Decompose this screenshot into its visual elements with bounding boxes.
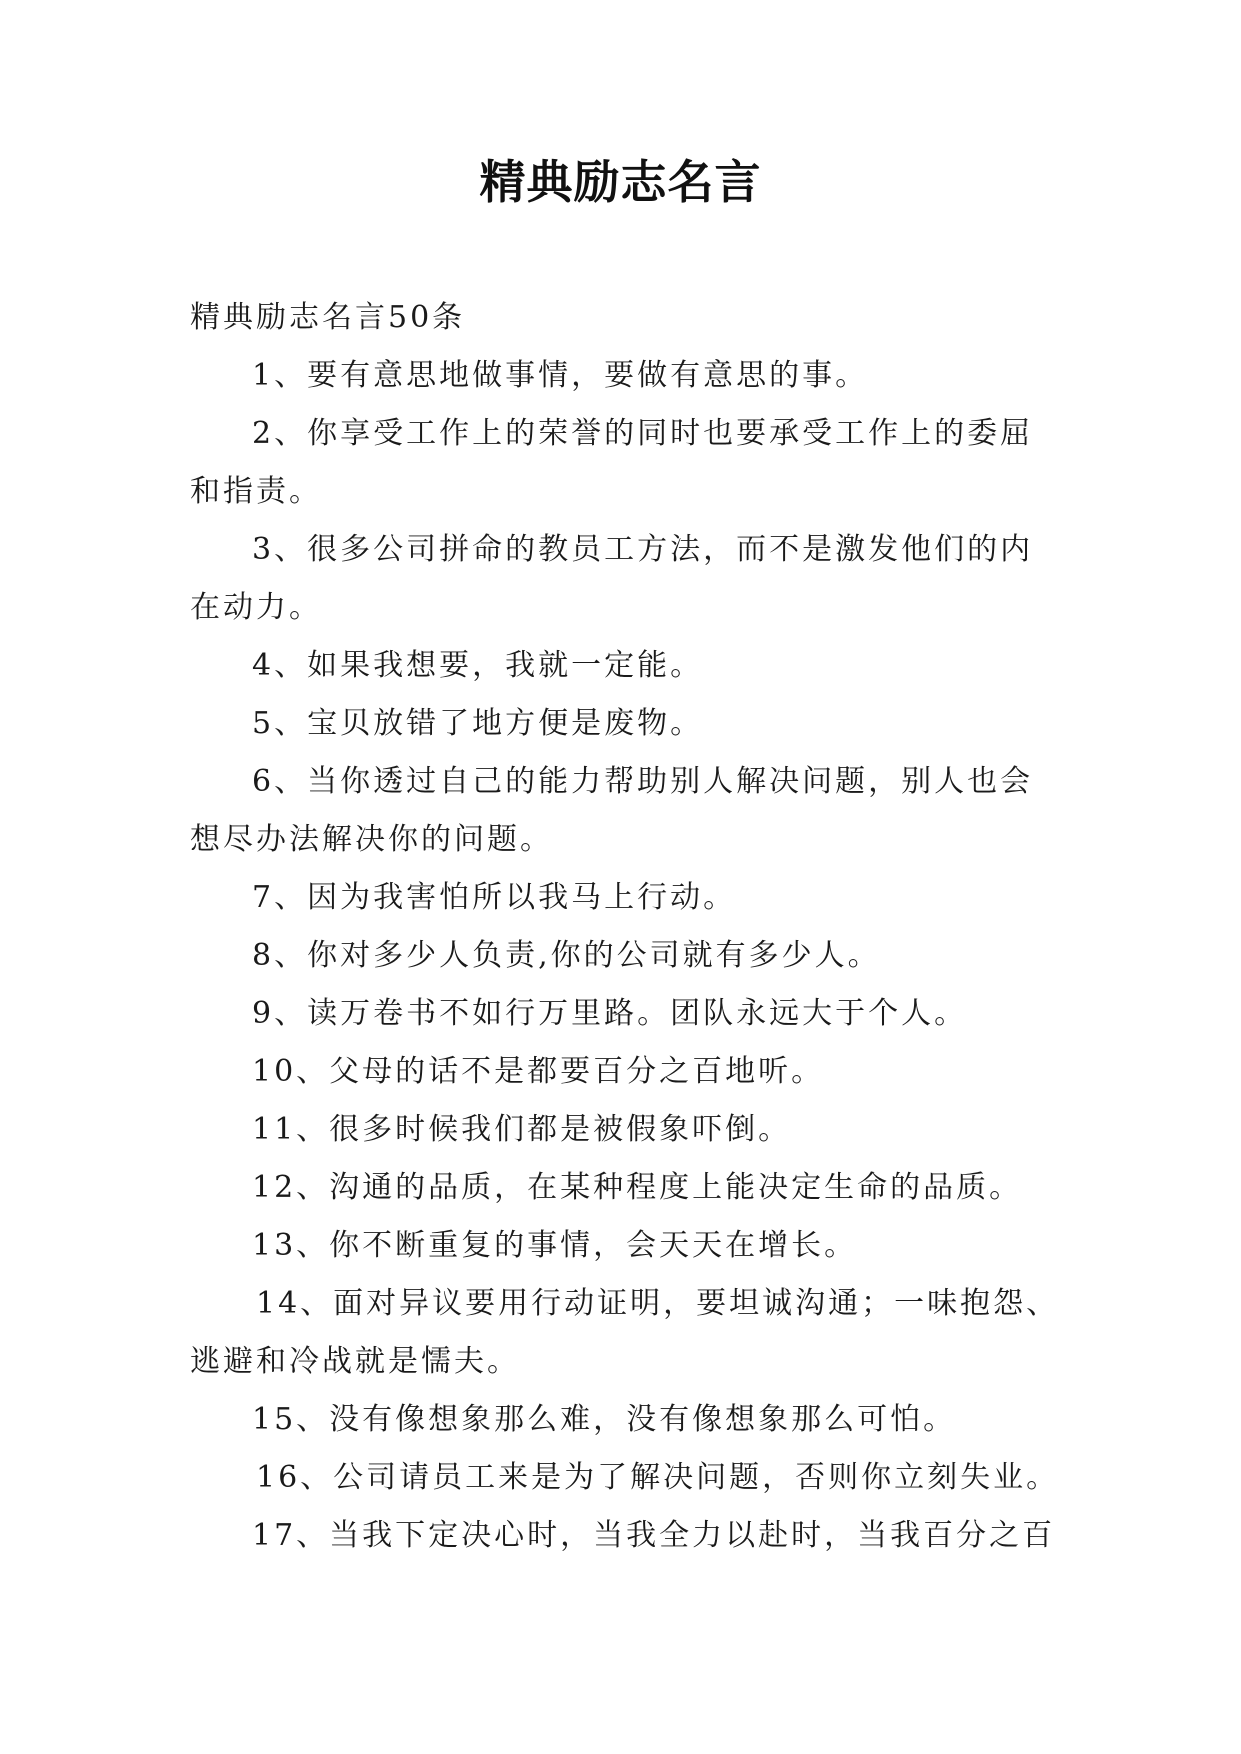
quote-line: 1、要有意思地做事情，要做有意思的事。: [252, 358, 869, 393]
quote-line: 15、没有像想象那么难，没有像想象那么可怕。: [252, 1402, 957, 1437]
quote-line: 16、公司请员工来是为了解决问题，否则你立刻失业。: [256, 1460, 1060, 1495]
quote-line: 2、你享受工作上的荣誉的同时也要承受工作上的委屈: [252, 416, 1034, 451]
quote-line-continuation: 想尽办法解决你的问题。: [190, 822, 553, 857]
quote-line: 4、如果我想要，我就一定能。: [252, 648, 704, 683]
subtitle-line: 精典励志名言50条: [190, 300, 466, 335]
quote-line: 17、当我下定决心时，当我全力以赴时，当我百分之百: [252, 1518, 1056, 1553]
document-body: [190, 289, 1060, 1565]
quote-line: 6、当你透过自己的能力帮助别人解决问题，别人也会: [252, 764, 1034, 799]
quote-line: 10、父母的话不是都要百分之百地听。: [252, 1054, 825, 1089]
quote-line-continuation: 在动力。: [190, 590, 322, 625]
quote-line: 7、因为我害怕所以我马上行动。: [252, 880, 737, 915]
quote-line-continuation: 逃避和冷战就是懦夫。: [190, 1344, 520, 1379]
quote-line-continuation: 和指责。: [190, 474, 322, 509]
quote-line: 9、读万卷书不如行万里路。团队永远大于个人。: [252, 996, 968, 1031]
quote-line: 11、很多时候我们都是被假象吓倒。: [252, 1112, 792, 1147]
quote-line: 8、你对多少人负责,你的公司就有多少人。: [252, 938, 881, 973]
quote-line: 3、很多公司拼命的教员工方法，而不是激发他们的内: [252, 532, 1034, 567]
document-title: 精典励志名言: [479, 155, 762, 209]
quote-line: 14、面对异议要用行动证明，要坦诚沟通；一味抱怨、: [256, 1286, 1060, 1321]
quote-line: 13、你不断重复的事情，会天天在增长。: [252, 1228, 858, 1263]
quote-line: 5、宝贝放错了地方便是废物。: [252, 706, 704, 741]
quote-line: 12、沟通的品质，在某种程度上能决定生命的品质。: [252, 1170, 1023, 1205]
